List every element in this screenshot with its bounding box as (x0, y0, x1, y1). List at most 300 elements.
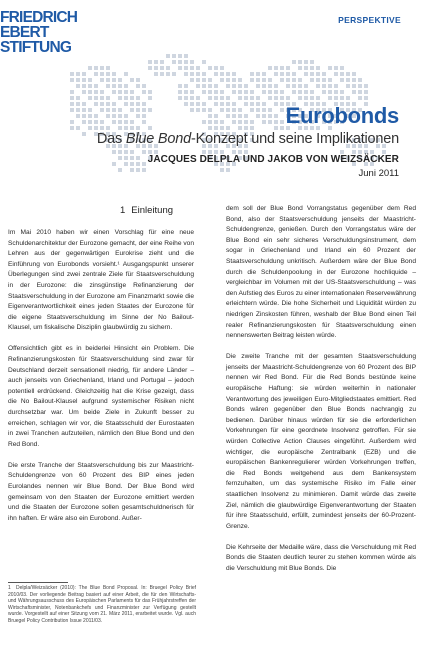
map-dot (190, 66, 194, 70)
map-dot (136, 126, 140, 130)
map-dot (112, 120, 116, 124)
map-dot (304, 72, 308, 76)
map-dot (364, 96, 368, 100)
map-dot (124, 102, 128, 106)
map-dot (136, 114, 140, 118)
map-dot (364, 90, 368, 94)
map-dot (88, 108, 92, 112)
map-dot (316, 72, 320, 76)
map-dot (280, 108, 284, 112)
section-heading (120, 205, 173, 216)
map-dot (196, 72, 200, 76)
map-dot (130, 102, 134, 106)
map-dot (220, 168, 224, 172)
map-dot (142, 90, 146, 94)
map-dot (118, 84, 122, 88)
map-dot (94, 102, 98, 106)
map-dot (214, 72, 218, 76)
map-dot (298, 96, 302, 100)
map-dot (94, 114, 98, 118)
map-dot (358, 90, 362, 94)
section-number: 1 (120, 205, 126, 216)
map-dot (346, 96, 350, 100)
map-dot (112, 90, 116, 94)
map-dot (82, 114, 86, 118)
map-dot (184, 96, 188, 100)
map-dot (136, 78, 140, 82)
map-dot (280, 126, 284, 130)
map-dot (190, 78, 194, 82)
map-dot (172, 54, 176, 58)
map-dot (220, 102, 224, 106)
map-dot (106, 66, 110, 70)
map-dot (142, 102, 146, 106)
map-dot (100, 102, 104, 106)
map-dot (334, 96, 338, 100)
map-dot (262, 72, 266, 76)
map-dot (304, 84, 308, 88)
map-dot (328, 84, 332, 88)
map-dot (274, 90, 278, 94)
section-title: Einleitung (131, 205, 174, 216)
map-dot (112, 114, 116, 118)
map-dot (328, 66, 332, 70)
paragraph: Die erste Tranche der Staatsverschuldung bis zur Maastricht-Schuldengrenze von 60 Prozent des BIP eines jeden Eurolandes nennen wir Blue Bond. Der Blue Bond wird gemeinsam von den Staaten der Eurozone emittiert werden und die Staaten der Eurozone sollen gesamtschuldnerisch für ihn haften. Er wäre also ein Eurobond. Außer- (8, 461, 194, 522)
map-dot (70, 78, 74, 82)
map-dot (208, 96, 212, 100)
map-dot (190, 108, 194, 112)
map-dot (88, 84, 92, 88)
map-dot (238, 96, 242, 100)
map-dot (112, 108, 116, 112)
page-subtitle (97, 131, 399, 147)
map-dot (130, 120, 134, 124)
map-dot (334, 66, 338, 70)
map-dot (76, 84, 80, 88)
map-dot (292, 78, 296, 82)
map-dot (220, 126, 224, 130)
map-dot (244, 90, 248, 94)
map-dot (238, 120, 242, 124)
map-dot (70, 102, 74, 106)
map-dot (112, 72, 116, 76)
map-dot (280, 90, 284, 94)
subtitle-prefix: Das (96, 131, 126, 147)
map-dot (154, 66, 158, 70)
map-dot (124, 162, 128, 166)
map-dot (214, 84, 218, 88)
map-dot (124, 156, 128, 160)
map-dot (130, 162, 134, 166)
map-dot (136, 96, 140, 100)
map-dot (298, 90, 302, 94)
map-dot (262, 84, 266, 88)
map-dot (94, 66, 98, 70)
map-dot (202, 120, 206, 124)
map-dot (220, 72, 224, 76)
map-dot (298, 66, 302, 70)
map-dot (208, 66, 212, 70)
map-dot (88, 126, 92, 130)
map-dot (220, 66, 224, 70)
map-dot (118, 78, 122, 82)
map-dot (124, 120, 128, 124)
publication-date: Juni 2011 (358, 168, 399, 179)
map-dot (280, 102, 284, 106)
map-dot (196, 66, 200, 70)
map-dot (286, 84, 290, 88)
map-dot (184, 90, 188, 94)
map-dot (82, 78, 86, 82)
map-dot (256, 114, 260, 118)
map-dot (232, 72, 236, 76)
map-dot (190, 90, 194, 94)
map-dot (280, 72, 284, 76)
map-dot (100, 72, 104, 76)
map-dot (310, 96, 314, 100)
map-dot (220, 78, 224, 82)
map-dot (196, 78, 200, 82)
map-dot (190, 60, 194, 64)
map-dot (124, 90, 128, 94)
map-dot (214, 66, 218, 70)
map-dot (178, 84, 182, 88)
map-dot (310, 66, 314, 70)
paragraph: dem soll der Blue Bond Vorrangstatus gegenüber dem Red Bond, also der Staatsverschuldung jenseits der Maastricht-Schuldengrenze, genießen. Durch den Vorrangstatus wäre der Blue Bond ein sehr sicheres Verschuldungsinstrument, dem sogar in Griechenland und Irland ein 60 Prozent der Staatsverschuldung unkritisch. Außerdem wäre der Blue Bond durch die Schuldenpoolung in der Eurozone hochliquide – vergleichbar im Volumen mit der US-Staatsverschuldung – was den Aufstieg des Euros zu einer internationalen Reservewährung erleichtern würde. Die hohe Sicherheit und Liquidität würden zu niedrigen Zinskosten führen, weshalb der Blue Bond einen Teil realer Refinanzierungskosten für Staatsverschuldung einen nennenswerten Beitrag leisten würde. (226, 205, 416, 340)
map-dot (106, 126, 110, 130)
map-dot (232, 120, 236, 124)
map-dot (190, 102, 194, 106)
map-dot (226, 84, 230, 88)
map-dot (262, 114, 266, 118)
map-dot (262, 102, 266, 106)
map-dot (214, 90, 218, 94)
map-dot (268, 120, 272, 124)
map-dot (94, 96, 98, 100)
map-dot (190, 72, 194, 76)
map-dot (256, 102, 260, 106)
map-dot (124, 84, 128, 88)
map-dot (202, 60, 206, 64)
map-dot (226, 126, 230, 130)
map-dot (250, 96, 254, 100)
map-dot (226, 78, 230, 82)
map-dot (298, 78, 302, 82)
map-dot (124, 96, 128, 100)
map-dot (304, 90, 308, 94)
map-dot (88, 66, 92, 70)
map-dot (328, 90, 332, 94)
map-dot (76, 126, 80, 130)
map-dot (256, 72, 260, 76)
paragraph: Offensichtlich gibt es in beiderlei Hinsicht ein Problem. Die Refinanzierungskosten für Staatsverschuldung sind zwar für Deutschland derzeit sensationell niedrig, für andere Länder – auch jenseits von Griechenland, Irland und Portugal – jedoch potentiell erdrückend. Gleichzeitig hat die Krise gezeigt, dass die No Bailout-Klausel aufgrund systemischer Risiken nicht durchsetzbar war. Um beide Ziele in Zukunft besser zu erreichen, schlagen wir vor, die Staatsschuld der Eurostaaten in zwei Tranchen aufzuteilen, nämlich den Blue Bond und den Red Bond. (8, 345, 194, 448)
map-dot (112, 78, 116, 82)
map-dot (238, 108, 242, 112)
map-dot (100, 120, 104, 124)
map-dot (118, 126, 122, 130)
map-dot (82, 132, 86, 136)
map-dot (94, 126, 98, 130)
map-dot (190, 96, 194, 100)
map-dot (352, 78, 356, 82)
map-dot (82, 72, 86, 76)
logo-line-2: EBERT (0, 24, 49, 41)
map-dot (250, 108, 254, 112)
map-dot (76, 72, 80, 76)
map-dot (100, 90, 104, 94)
map-dot (130, 150, 134, 154)
map-dot (268, 96, 272, 100)
map-dot (208, 126, 212, 130)
map-dot (208, 108, 212, 112)
map-dot (232, 102, 236, 106)
map-dot (274, 66, 278, 70)
map-dot (76, 102, 80, 106)
map-dot (220, 120, 224, 124)
map-dot (334, 84, 338, 88)
map-dot (208, 114, 212, 118)
map-dot (262, 90, 266, 94)
map-dot (262, 108, 266, 112)
map-dot (256, 96, 260, 100)
map-dot (202, 102, 206, 106)
map-dot (232, 84, 236, 88)
map-dot (274, 84, 278, 88)
map-dot (202, 78, 206, 82)
map-dot (310, 60, 314, 64)
map-dot (364, 84, 368, 88)
map-dot (148, 108, 152, 112)
map-dot (226, 96, 230, 100)
map-dot (274, 96, 278, 100)
map-dot (304, 96, 308, 100)
map-dot (100, 96, 104, 100)
map-dot (142, 84, 146, 88)
map-dot (88, 78, 92, 82)
map-dot (148, 66, 152, 70)
map-dot (142, 114, 146, 118)
map-dot (202, 108, 206, 112)
map-dot (118, 90, 122, 94)
map-dot (166, 72, 170, 76)
map-dot (136, 162, 140, 166)
map-dot (340, 72, 344, 76)
map-dot (238, 126, 242, 130)
map-dot (136, 168, 140, 172)
section-label: PERSPEKTIVE (338, 15, 401, 25)
map-dot (142, 168, 146, 172)
map-dot (226, 108, 230, 112)
map-dot (298, 60, 302, 64)
map-dot (142, 162, 146, 166)
map-dot (346, 72, 350, 76)
map-dot (226, 72, 230, 76)
map-dot (184, 54, 188, 58)
map-dot (340, 66, 344, 70)
map-dot (112, 150, 116, 154)
paragraph: Im Mai 2010 haben wir einen Vorschlag für eine neue Schuldenarchitektur der Eurozone gemacht, der eine Reihe von Lehren aus der gegenwärtigen Eurokrise zieht und die Einführung von Eurobonds vorsieht.¹ Ausgangspunkt unserer Überlegungen sind zwei zentrale Ziele für Staatsverschuldung in der Eurozone: die zinsgünstige Refinanzierung der Staatsverschuldung in der Eurozone am Finanzmarkt sowie die Eigenverantwortlichkeit eines jeden Staates der Eurozone für die eigene Staatsverschuldung im Sinne der No Bailout-Klausel, um fiskalische Disziplin glaubwürdig zu sichern. (8, 229, 194, 332)
map-dot (214, 126, 218, 130)
page-title: Eurobonds (285, 103, 399, 128)
map-dot (346, 78, 350, 82)
map-dot (106, 102, 110, 106)
map-dot (244, 120, 248, 124)
map-dot (154, 60, 158, 64)
map-dot (250, 78, 254, 82)
map-dot (358, 78, 362, 82)
map-dot (292, 72, 296, 76)
map-dot (70, 120, 74, 124)
map-dot (178, 66, 182, 70)
map-dot (274, 126, 278, 130)
map-dot (124, 114, 128, 118)
map-dot (106, 84, 110, 88)
map-dot (208, 78, 212, 82)
map-dot (256, 108, 260, 112)
map-dot (220, 108, 224, 112)
map-dot (352, 72, 356, 76)
map-dot (130, 156, 134, 160)
map-dot (358, 96, 362, 100)
map-dot (154, 72, 158, 76)
map-dot (88, 120, 92, 124)
map-dot (310, 78, 314, 82)
map-dot (88, 114, 92, 118)
map-dot (286, 78, 290, 82)
map-dot (196, 108, 200, 112)
map-dot (238, 114, 242, 118)
map-dot (130, 126, 134, 130)
map-dot (196, 102, 200, 106)
map-dot (112, 84, 116, 88)
map-dot (322, 84, 326, 88)
map-dot (166, 66, 170, 70)
map-dot (292, 90, 296, 94)
map-dot (268, 114, 272, 118)
map-dot (148, 126, 152, 130)
map-dot (160, 72, 164, 76)
left-column (8, 228, 194, 535)
map-dot (130, 90, 134, 94)
map-dot (202, 90, 206, 94)
map-dot (124, 72, 128, 76)
map-dot (304, 60, 308, 64)
map-dot (118, 96, 122, 100)
map-dot (244, 126, 248, 130)
map-dot (202, 72, 206, 76)
map-dot (130, 96, 134, 100)
map-dot (334, 90, 338, 94)
map-dot (280, 66, 284, 70)
map-dot (184, 102, 188, 106)
map-dot (286, 66, 290, 70)
map-dot (310, 90, 314, 94)
map-dot (214, 114, 218, 118)
map-dot (112, 102, 116, 106)
map-dot (178, 96, 182, 100)
map-dot (274, 120, 278, 124)
map-dot (250, 72, 254, 76)
map-dot (268, 84, 272, 88)
map-dot (250, 90, 254, 94)
map-dot (124, 126, 128, 130)
map-dot (208, 90, 212, 94)
map-dot (316, 78, 320, 82)
map-dot (226, 102, 230, 106)
map-dot (88, 90, 92, 94)
map-dot (76, 114, 80, 118)
map-dot (100, 78, 104, 82)
map-dot (334, 72, 338, 76)
map-dot (298, 84, 302, 88)
map-dot (274, 114, 278, 118)
map-dot (352, 84, 356, 88)
subtitle-italic: Blue Bond (125, 131, 191, 147)
map-dot (70, 96, 74, 100)
footnote-text: Delpla/Weizsäcker (2010): The Blue Bond Proposal. In: Bruegel Policy Brief 2010/03. Der vorliegende Beitrag basiert auf einer Arbeit, die für den Wirtschafts- und Währungsausschuss des Europäischen Parlaments für das Frühjahrstreffen der Wirtschaftsminister, Notenbankchefs und Finanzminister zur Verfügung gestellt wurde. Vorgestellt auf einer Sitzung vom 21. März 2011, erarbeitet wurde. Vgl. auch Bruegel Policy Contribution Issue 2011/03. (8, 585, 196, 624)
map-dot (280, 120, 284, 124)
map-dot (124, 150, 128, 154)
map-dot (256, 84, 260, 88)
map-dot (136, 156, 140, 160)
map-dot (142, 120, 146, 124)
map-dot (88, 96, 92, 100)
map-dot (322, 78, 326, 82)
subtitle-suffix: -Konzept und seine Implikationen (190, 131, 399, 147)
map-dot (100, 66, 104, 70)
map-dot (178, 90, 182, 94)
map-dot (118, 156, 122, 160)
map-dot (352, 90, 356, 94)
map-dot (280, 96, 284, 100)
map-dot (262, 120, 266, 124)
map-dot (208, 84, 212, 88)
map-dot (184, 72, 188, 76)
map-dot (304, 66, 308, 70)
map-dot (214, 102, 218, 106)
map-dot (244, 96, 248, 100)
map-dot (232, 108, 236, 112)
logo-line-3: STIFTUNG (0, 39, 72, 56)
map-dot (244, 102, 248, 106)
authors: JACQUES DELPLA UND JAKOB VON WEIZSÄCKER (147, 154, 399, 165)
map-dot (292, 60, 296, 64)
map-dot (250, 126, 254, 130)
map-dot (238, 78, 242, 82)
map-dot (76, 78, 80, 82)
map-dot (160, 66, 164, 70)
map-dot (268, 108, 272, 112)
map-dot (70, 72, 74, 76)
map-dot (184, 66, 188, 70)
map-dot (184, 84, 188, 88)
map-dot (148, 60, 152, 64)
map-dot (172, 60, 176, 64)
map-dot (268, 90, 272, 94)
map-dot (106, 108, 110, 112)
map-dot (142, 108, 146, 112)
map-dot (196, 84, 200, 88)
map-dot (82, 102, 86, 106)
footnote-divider (8, 582, 68, 583)
map-dot (94, 84, 98, 88)
map-dot (208, 120, 212, 124)
map-dot (292, 84, 296, 88)
map-dot (118, 120, 122, 124)
footnote-number: 1 (8, 585, 11, 591)
map-dot (82, 90, 86, 94)
map-dot (280, 78, 284, 82)
